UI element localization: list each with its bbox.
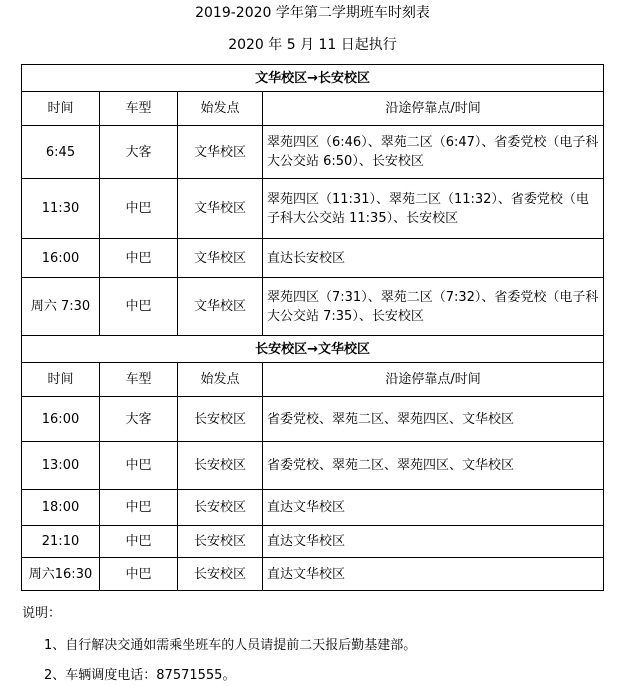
table-row [22,558,604,591]
stops-cell: 翠苑四区（11:31）、翠苑二区（11:32）、省委党校（电子科大公交站 11:35）、长安校区 [263,179,604,239]
time-cell: 16:00 [22,239,100,278]
schedule-table [21,64,604,591]
column-header: 沿途停靠点/时间 [263,92,604,126]
column-header: 时间 [22,363,100,397]
table-row [22,397,604,442]
time-cell: 11:30 [22,179,100,239]
column-header: 沿途停靠点/时间 [263,363,604,397]
vehicle-type-cell: 中巴 [100,278,178,336]
notes-label: 说明： [22,606,62,621]
column-header-row [22,363,604,397]
column-header: 时间 [22,92,100,126]
time-cell: 6:45 [22,126,100,179]
origin-cell: 文华校区 [178,179,263,239]
stops-cell: 省委党校、翠苑二区、翠苑四区、文华校区 [263,442,604,490]
origin-cell: 文华校区 [178,239,263,278]
vehicle-type-cell: 中巴 [100,526,178,558]
column-header: 车型 [100,92,178,126]
origin-cell: 长安校区 [178,397,263,442]
origin-cell: 长安校区 [178,442,263,490]
section-title: 文华校区→长安校区 [22,65,604,92]
column-header: 始发点 [178,363,263,397]
table-row [22,442,604,490]
section-header [22,336,604,363]
table-row [22,126,604,179]
time-cell: 21:10 [22,526,100,558]
stops-cell: 直达文华校区 [263,526,604,558]
time-cell: 13:00 [22,442,100,490]
origin-cell: 长安校区 [178,490,263,526]
vehicle-type-cell: 大客 [100,397,178,442]
section-header [22,65,604,92]
table-row [22,278,604,336]
vehicle-type-cell: 中巴 [100,490,178,526]
effective-date: 2020 年 5 月 11 日起执行 [228,37,397,53]
column-header-row [22,92,604,126]
vehicle-type-cell: 中巴 [100,179,178,239]
origin-cell: 长安校区 [178,558,263,591]
page-title: 2019-2020 学年第二学期班车时刻表 [195,5,430,21]
table-row [22,179,604,239]
stops-cell: 直达文华校区 [263,558,604,591]
table-row [22,526,604,558]
note-item: 1、自行解决交通如需乘坐班车的人员请提前二天报后勤基建部。 [44,638,417,653]
column-header: 始发点 [178,92,263,126]
column-header: 车型 [100,363,178,397]
table-row [22,490,604,526]
vehicle-type-cell: 中巴 [100,239,178,278]
time-cell: 周六16:30 [22,558,100,591]
note-item: 2、车辆调度电话：87571555。 [44,668,236,683]
section-title: 长安校区→文华校区 [22,336,604,363]
vehicle-type-cell: 大客 [100,126,178,179]
stops-cell: 省委党校、翠苑二区、翠苑四区、文华校区 [263,397,604,442]
vehicle-type-cell: 中巴 [100,442,178,490]
stops-cell: 直达长安校区 [263,239,604,278]
origin-cell: 文华校区 [178,278,263,336]
table-row [22,239,604,278]
stops-cell: 翠苑四区（7:31）、翠苑二区（7:32）、省委党校（电子科大公交站 7:35）、长安校区 [263,278,604,336]
time-cell: 18:00 [22,490,100,526]
stops-cell: 直达文华校区 [263,490,604,526]
time-cell: 16:00 [22,397,100,442]
origin-cell: 长安校区 [178,526,263,558]
time-cell: 周六 7:30 [22,278,100,336]
stops-cell: 翠苑四区（6:46）、翠苑二区（6:47）、省委党校（电子科大公交站 6:50）、长安校区 [263,126,604,179]
origin-cell: 文华校区 [178,126,263,179]
vehicle-type-cell: 中巴 [100,558,178,591]
